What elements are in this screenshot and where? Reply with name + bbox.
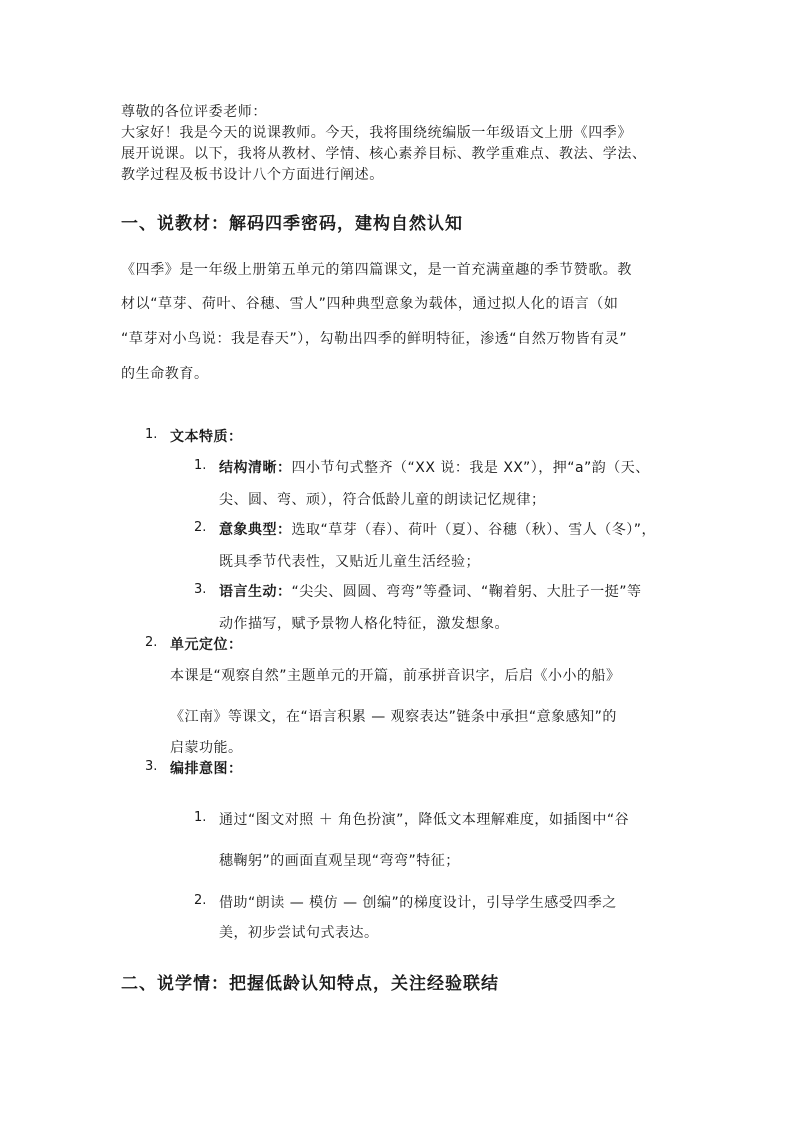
intent-1-line-1: 通过“图文对照 ＋ 角色扮演”，降低文本理解难度，如插图中“谷 xyxy=(219,812,630,828)
subitem-imagery-line-1: 意象典型：选取“草芽（春）、荷叶（夏）、谷穗（秋）、雪人（冬）”， xyxy=(219,522,657,538)
greeting: 尊敬的各位评委老师： xyxy=(121,104,267,120)
intro-line-2: 展开说课。以下，我将从教材、学情、核心素养目标、教学重难点、教法、学法、 xyxy=(121,146,647,162)
intro-line-3: 教学过程及板书设计八个方面进行阐述。 xyxy=(121,167,384,183)
subitem-structure-line-1: 结构清晰：四小节句式整齐（“XX 说：我是 XX”），押“a”韵（天、 xyxy=(219,460,650,476)
section-2-heading: 二、说学情：把握低龄认知特点，关注经验联结 xyxy=(121,974,499,994)
list-number: 2. xyxy=(145,635,158,650)
section-1-para-line-1: 《四季》是一年级上册第五单元的第四篇课文，是一首充满童趣的季节赞歌。教 xyxy=(121,262,632,278)
subitem-language-line-1: 语言生动：“尖尖、圆圆、弯弯”等叠词、“鞠着躬、大肚子一挺”等 xyxy=(219,584,642,600)
intent-1-line-2: 穗鞠躬”的画面直观呈现“弯弯”特征； xyxy=(219,853,460,869)
list-number: 1. xyxy=(194,810,207,825)
intro-line-1: 大家好！我是今天的说课教师。今天，我将围绕统编版一年级语文上册《四季》 xyxy=(121,125,632,141)
unit-position-line-2: 《江南》等课文，在“语言积累 — 观察表达”链条中承担“意象感知”的 xyxy=(170,709,617,725)
item-label-unit-position: 单元定位： xyxy=(170,637,243,653)
list-number: 3. xyxy=(194,582,207,597)
list-number: 2. xyxy=(194,520,207,535)
intent-2-line-1: 借助“朗读 — 模仿 — 创编”的梯度设计，引导学生感受四季之 xyxy=(219,895,617,911)
unit-position-line-3: 启蒙功能。 xyxy=(170,740,243,756)
item-label-arrangement-intent: 编排意图： xyxy=(170,761,243,777)
intent-2-line-2: 美，初步尝试句式表达。 xyxy=(219,925,379,941)
list-number: 1. xyxy=(145,427,158,442)
unit-position-line-1: 本课是“观察自然”主题单元的开篇，前承拼音识字，后启《小小的船》 xyxy=(170,668,621,684)
list-number: 1. xyxy=(194,458,207,473)
subitem-imagery-line-2: 既具季节代表性，又贴近儿童生活经验； xyxy=(219,554,480,570)
section-1-para-line-4: 的生命教育。 xyxy=(121,366,209,382)
list-number: 2. xyxy=(194,893,207,908)
list-number: 3. xyxy=(145,759,158,774)
section-1-para-line-3: “草芽对小鸟说：我是春天”），勾勒出四季的鲜明特征，渗透“自然万物皆有灵” xyxy=(121,331,628,347)
section-1-heading: 一、说教材：解码四季密码，建构自然认知 xyxy=(121,214,463,234)
subitem-structure-line-2: 尖、圆、弯、顽），符合低龄儿童的朗读记忆规律； xyxy=(219,492,546,508)
item-label-text-features: 文本特质： xyxy=(170,429,243,445)
subitem-language-line-2: 动作描写，赋予景物人格化特征，激发想象。 xyxy=(219,616,509,632)
section-1-para-line-2: 材以“草芽、荷叶、谷穗、雪人”四种典型意象为载体，通过拟人化的语言（如 xyxy=(121,296,619,312)
